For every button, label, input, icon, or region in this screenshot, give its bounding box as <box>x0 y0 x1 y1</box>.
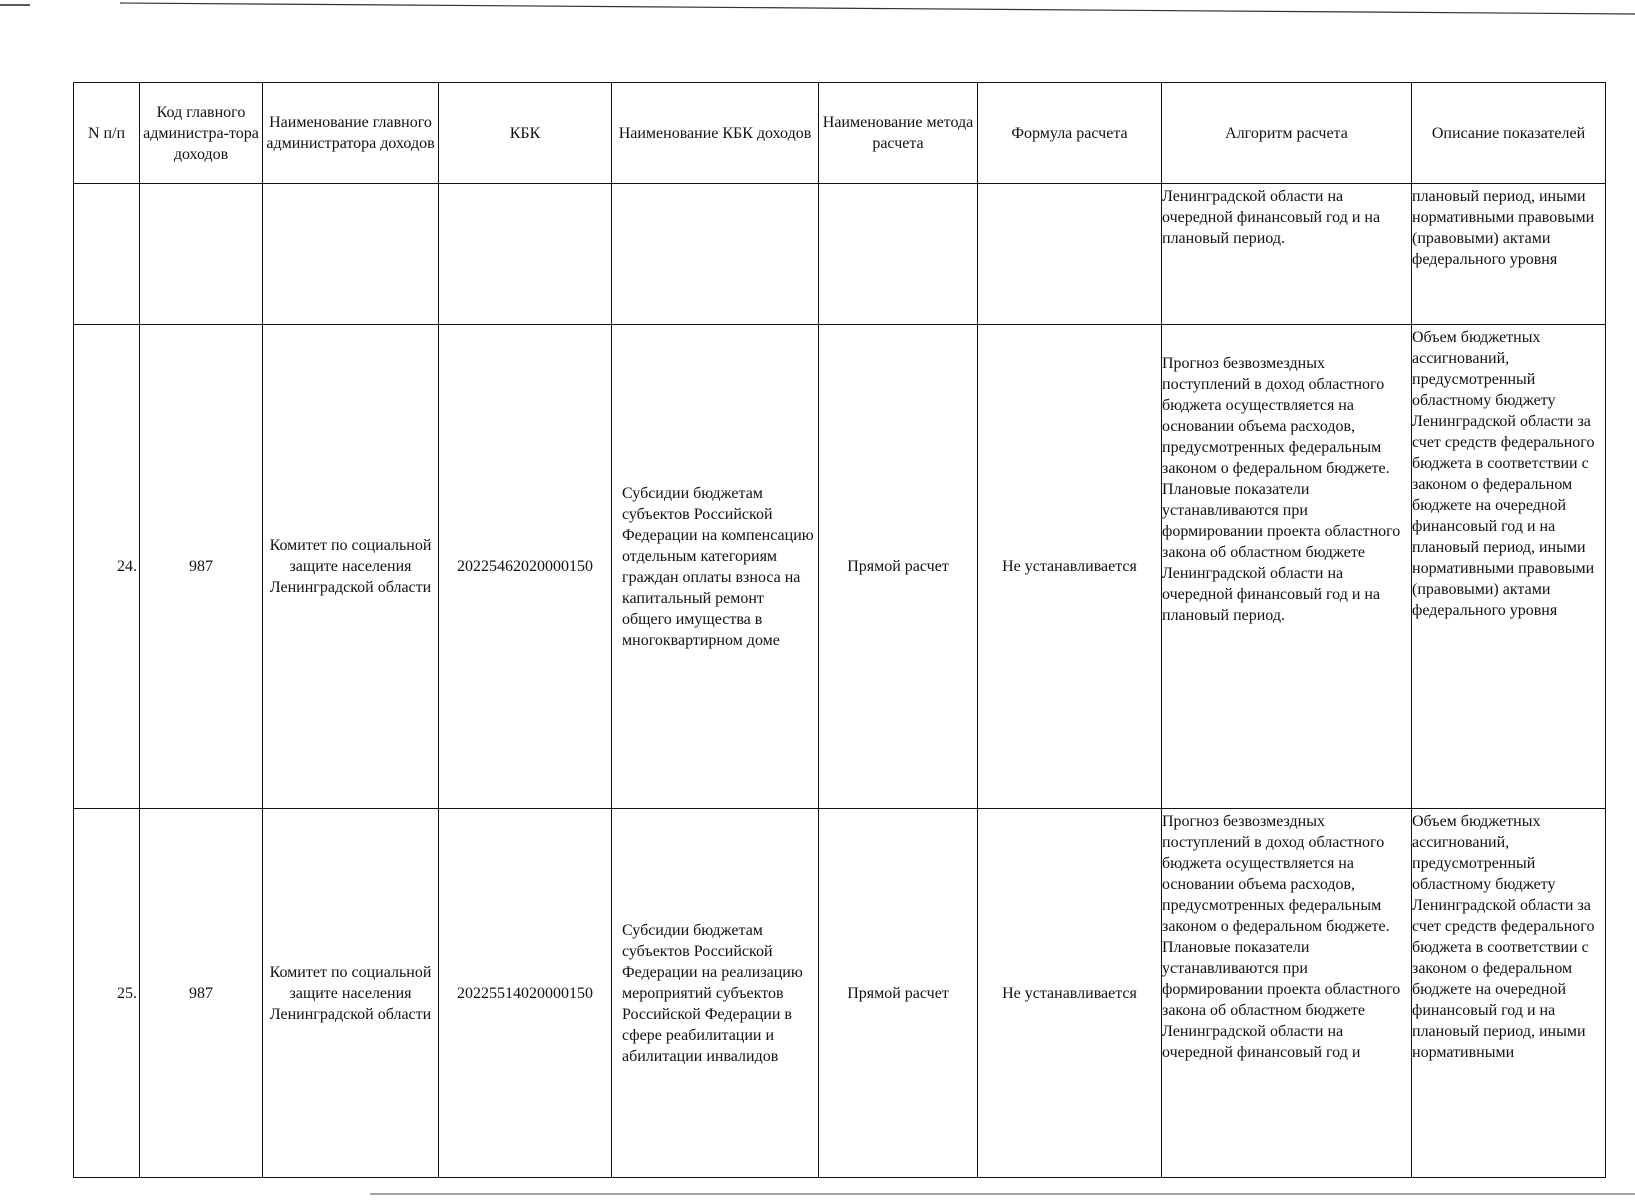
cell-empty <box>439 184 612 325</box>
cell-formula: Не устанавливается <box>978 809 1162 1178</box>
cell-admin-code: 987 <box>140 325 263 809</box>
cell-empty <box>819 184 978 325</box>
cell-empty <box>140 184 263 325</box>
header-formula: Формула расчета <box>978 83 1162 184</box>
header-admin-name: Наименование главного администратора доходов <box>263 83 439 184</box>
cell-empty <box>74 184 140 325</box>
header-admin-code: Код главного администра-тора доходов <box>140 83 263 184</box>
table-row <box>74 325 1606 809</box>
cell-empty <box>978 184 1162 325</box>
cell-kbk: 20225514020000150 <box>439 809 612 1178</box>
header-method: Наименование метода расчета <box>819 83 978 184</box>
cell-algorithm: Прогноз безвозмездных поступлений в доход областного бюджета осуществляется на основании объема расходов, предусмотренных федеральным законом о федеральном бюджете. Плановые показатели устанавливаются при формировании проекта областного закона об областном бюджете Ленинградской области на очередной финансовый год и на плановый период. <box>1162 325 1412 809</box>
scan-edge-line-top <box>0 2 1635 16</box>
cell-formula: Не устанавливается <box>978 325 1162 809</box>
table-row <box>74 809 1606 1178</box>
cell-method: Прямой расчет <box>819 325 978 809</box>
cell-empty <box>612 184 819 325</box>
cell-algorithm-continued: Ленинградской области на очередной финансовый год и на плановый период. <box>1162 184 1412 325</box>
header-num: N п/п <box>74 83 140 184</box>
header-algorithm: Алгоритм расчета <box>1162 83 1412 184</box>
cell-method: Прямой расчет <box>819 809 978 1178</box>
cell-description: Объем бюджетных ассигнований, предусмотренный областному бюджету Ленинградской области за счет средств федерального бюджета в соответствии с законом о федеральном бюджете на очередной финансовый год и на плановый период, иными нормативными правовыми (правовыми) актами федерального уровня <box>1412 325 1606 809</box>
cell-description-continued: плановый период, иными нормативными правовыми (правовыми) актами федерального уровня <box>1412 184 1606 325</box>
cell-num: 24. <box>74 325 140 809</box>
budget-forecast-table <box>73 82 1606 1178</box>
header-kbk: КБК <box>439 83 612 184</box>
table-header-row <box>74 83 1606 184</box>
cell-description <box>1412 809 1606 1178</box>
scan-edge-line-bottom <box>0 1190 1635 1198</box>
cell-admin-name: Комитет по социальной защите населения Ленинградской области <box>263 809 439 1178</box>
cell-empty <box>263 184 439 325</box>
cell-kbk-name: Субсидии бюджетам субъектов Российской Федерации на реализацию мероприятий субъектов Российской Федерации в сфере реабилитации и абилитации инвалидов <box>612 809 819 1178</box>
cell-description-text: Объем бюджетных ассигнований, предусмотренный областному бюджету Ленинградской области за счет средств федерального бюджета в соответствии с законом о федеральном бюджете на очередной финансовый год и на плановый период, иными нормативными <box>1412 813 1595 1061</box>
cell-kbk: 20225462020000150 <box>439 325 612 809</box>
cell-algorithm-text: Прогноз безвозмездных поступлений в доход областного бюджета осуществляется на основании объема расходов, предусмотренных федеральным законом о федеральном бюджете. Плановые показатели устанавливаются при формировании проекта областного закона об областном бюджете Ленинградской области на очередной финансовый год и <box>1162 813 1401 1061</box>
cell-kbk-name: Субсидии бюджетам субъектов Российской Федерации на компенсацию отдельным категориям граждан оплаты взноса на капитальный ремонт общего имущества в многоквартирном доме <box>612 325 819 809</box>
cell-admin-code: 987 <box>140 809 263 1178</box>
header-description: Описание показателей <box>1412 83 1606 184</box>
cell-admin-name: Комитет по социальной защите населения Ленинградской области <box>263 325 439 809</box>
cell-num: 25. <box>74 809 140 1178</box>
cell-algorithm <box>1162 809 1412 1178</box>
table-row-continuation <box>74 184 1606 325</box>
header-kbk-name: Наименование КБК доходов <box>612 83 819 184</box>
